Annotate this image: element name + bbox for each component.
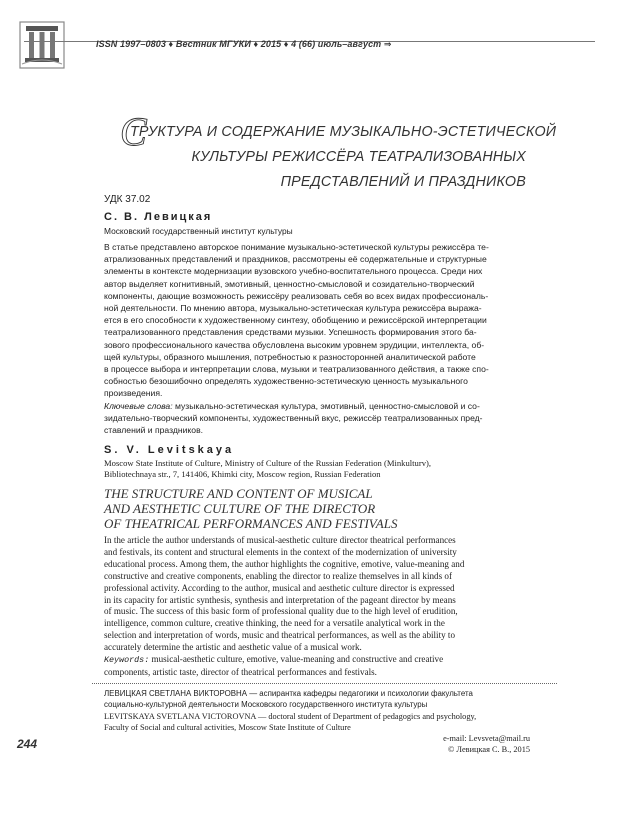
institution-en-line: Bibliotechnaya str., 7, 141406, Khimki city, Moscow region, Russian Federation xyxy=(104,469,381,479)
abstract-ru-line: в процессе выбора и интерпретации слова, музыки и театрализованного действия, а также спо- xyxy=(104,364,489,375)
abstract-en-line: educational process. Among them, the author highlights the cognitive, emotive, value-meaning and xyxy=(104,558,465,569)
abstract-ru-line: ной деятельности. По мнению автора, музыкально-эстетическая культура режиссёра выража- xyxy=(104,303,482,314)
title-ru-line: ТРУКТУРА И СОДЕРЖАНИЕ МУЗЫКАЛЬНО-ЭСТЕТИЧЕСКОЙ xyxy=(130,124,557,140)
author-note-en-line: LEVITSKAYA SVETLANA VICTOROVNA — doctoral student of Department of pedagogics and psychology, xyxy=(104,712,477,721)
abstract-en-line: in its capacity for artistic synthesis, synthesis and interpretation of the pageant director by means xyxy=(104,594,456,605)
abstract-en xyxy=(104,535,530,679)
keywords-en-label: Keywords: xyxy=(104,655,150,666)
title-en-line: OF THEATRICAL PERFORMANCES AND FESTIVALS xyxy=(104,516,398,531)
abstract-ru-line: элементы в контексте модернизации вузовского учебно-воспитательного процесса. Среди них xyxy=(104,266,483,277)
abstract-en-line: In the article the author understands of musical-aesthetic culture director theatrical performances xyxy=(104,535,456,545)
article-title-ru xyxy=(104,120,557,195)
author-name-ru: С. В. Левицкая xyxy=(104,211,213,223)
section-divider xyxy=(92,683,557,684)
abstract-ru xyxy=(104,241,530,436)
author-note-ru-line: социально-культурной деятельности Московского государственного института культуры xyxy=(104,700,428,710)
page-number: 244 xyxy=(17,737,38,751)
journal-header: ISSN 1997–0803 ♦ Вестник МГУКИ ♦ 2015 ♦ 4 (66) июль–август ⇒ xyxy=(96,39,392,49)
abstract-en-line: selection and interpretation of words, music and theatrical performances, as well as the ability to xyxy=(104,630,456,641)
abstract-ru-line: произведения. xyxy=(104,388,163,399)
copyright: © Левицкая С. В., 2015 xyxy=(448,744,530,754)
abstract-en-line: of music. The success of this basic form of professional quality due to the high level of erudition, xyxy=(104,606,458,617)
title-en-line: AND AESTHETIC CULTURE OF THE DIRECTOR xyxy=(104,501,376,516)
keywords-ru-line: музыкально-эстетическая культура, эмотивный, ценностно-смысловой и со- xyxy=(172,400,480,411)
abstract-ru-line: театрализованного представления средствами музыки. Успешность формирования этого ба- xyxy=(104,327,477,338)
udk-code: УДК 37.02 xyxy=(104,194,151,205)
institution-ru: Московский государственный институт культуры xyxy=(104,226,293,236)
contact-info xyxy=(443,734,530,755)
author-note-en-line: Faculty of Social and cultural activities, Moscow State Institute of Culture xyxy=(104,723,351,733)
abstract-ru-line: зового профессионального качества обусловлена высоким уровнем эрудиции, интеллекта, об- xyxy=(104,339,485,350)
keywords-ru xyxy=(104,400,530,412)
abstract-ru-line: компоненты, дающие возможность режиссёру реализовать себя во всех видах профессиональ- xyxy=(104,290,489,301)
title-ru-line: ПРЕДСТАВЛЕНИЙ И ПРАЗДНИКОВ xyxy=(280,174,526,190)
abstract-ru-line: В статье представлено авторское понимание музыкально-эстетической культуры режиссёра те- xyxy=(104,242,489,252)
abstract-ru-line: ется в его способности к художественному синтезу, обобщению и режиссёрской интерпретации xyxy=(104,315,487,326)
abstract-en-line: accurately determine the artistic and aesthetic value of a musical work. xyxy=(104,642,362,653)
institution-en xyxy=(104,458,431,480)
author-note-ru-line: ЛЕВИЦКАЯ СВЕТЛАНА ВИКТОРОВНА — аспирантка кафедры педагогики и психологии факультета xyxy=(104,689,473,698)
dropcap-letter: С xyxy=(120,111,147,153)
abstract-ru-line: автор выделяет когнитивный, эмотивный, ценностно-смысловой и созидательно-творческий xyxy=(104,278,475,289)
author-email: e-mail: Levsveta@mail.ru xyxy=(443,734,530,743)
abstract-en-line: professional activity. According to the author, musical and aesthetic culture director is expressed xyxy=(104,582,455,593)
author-note-ru xyxy=(104,688,534,710)
abstract-ru-line: собностью безошибочно определять художественно-эстетическую ценность музыкального xyxy=(104,376,468,387)
title-en-line: THE STRUCTURE AND CONTENT OF MUSICAL xyxy=(104,486,373,501)
keywords-ru-label: Ключевые слова: xyxy=(104,400,173,411)
abstract-ru-line: атрализованных представлений и праздников, рассмотрены её содержательные и структурные xyxy=(104,254,487,265)
journal-logo-icon xyxy=(18,18,66,74)
abstract-en-line: constructive and creative components, enabling the director to realize themselves in all kinds of xyxy=(104,570,452,581)
abstract-en-line: intelligence, common culture, creative thinking, the need for a versatile analytical work in the xyxy=(104,618,445,629)
author-name-en: S. V. Levitskaya xyxy=(104,444,235,456)
article-title-en xyxy=(104,486,397,531)
abstract-ru-line: щей культуры, образного мышления, потребностью к разносторонней аналитической работе xyxy=(104,351,476,362)
keywords-ru-line: ставлений и праздников. xyxy=(104,425,204,436)
keywords-ru-line: зидательно-творческий компоненты, художественный вкус, режиссёр театрализованных пред- xyxy=(104,412,483,423)
keywords-en xyxy=(104,654,530,667)
abstract-en-line: and festivals, its content and structural elements in the context of the modernization of university xyxy=(104,546,457,557)
author-note-en xyxy=(104,711,534,733)
title-ru-line: КУЛЬТУРЫ РЕЖИССЁРА ТЕАТРАЛИЗОВАННЫХ xyxy=(191,149,526,165)
keywords-en-line: musical-aesthetic culture, emotive, value-meaning and constructive and creative xyxy=(149,654,444,665)
keywords-en-line: components, artistic taste, director of theatrical performances and festivals. xyxy=(104,666,377,677)
institution-en-line: Moscow State Institute of Culture, Ministry of Culture of the Russian Federation (Minkulturv), xyxy=(104,458,431,468)
